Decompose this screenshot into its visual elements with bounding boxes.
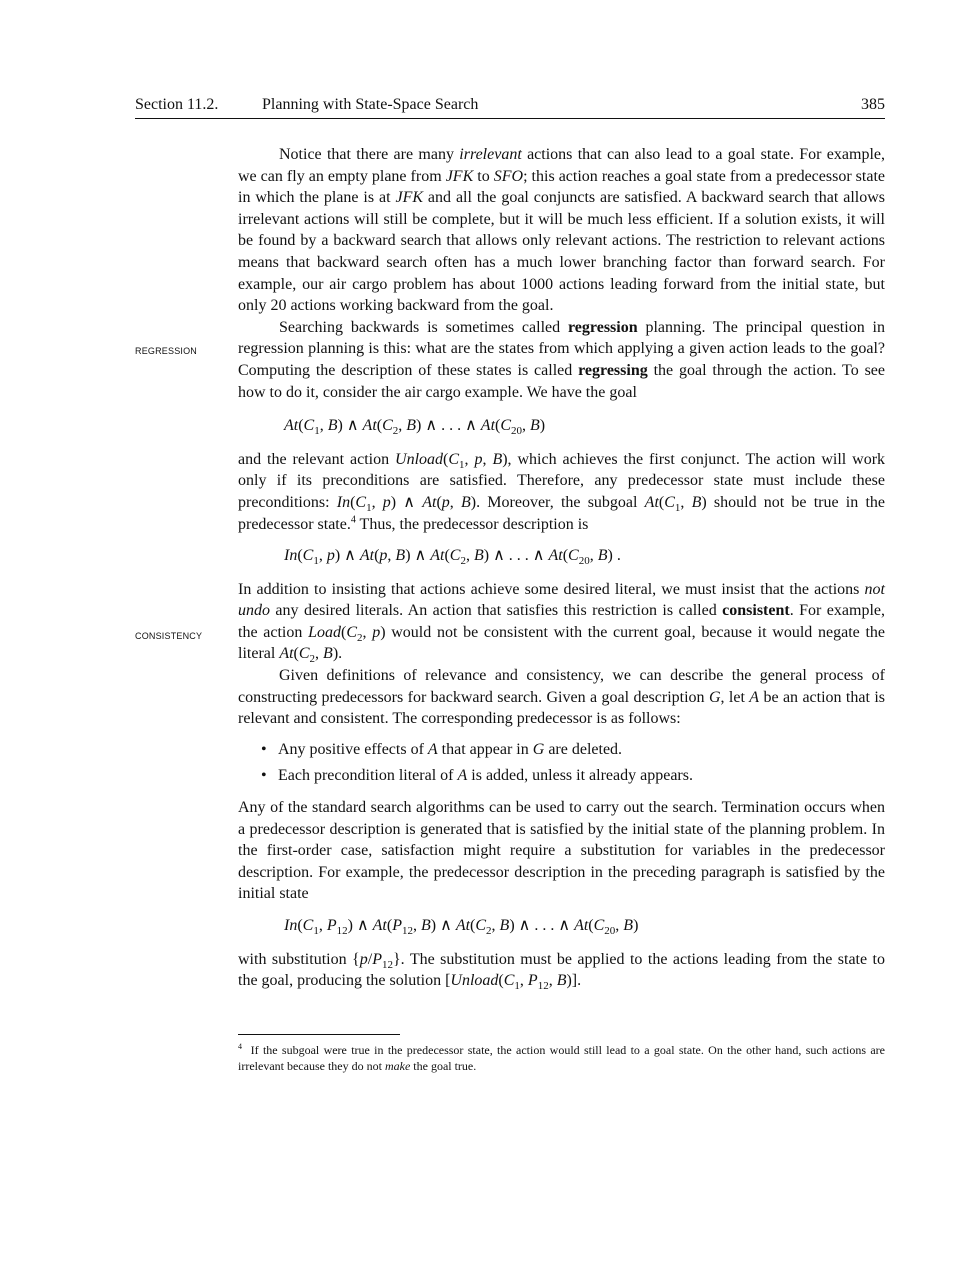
footnote: $^4$ If the subgoal were true in the predecessor state, the action would still lead to a goal state. On the other hand, such actions are irrelevant because they do not make the goal true. (238, 1042, 885, 1073)
paragraph-irrelevant-actions: Notice that there are many irrelevant actions that can also lead to a goal state. For example, we can fly an empty plane from JFK to SFO; this action reaches a goal state from a predecessor state in which the plane is at JFK and all the goal conjuncts are satisfied. A backward search that allows irrelevant actions will still be complete, but it will be much less efficient. If a solution exists, it will be found by a backward search that allows only relevant actions. The restriction to relevant actions means that backward search often has a much lower branching factor than forward search. For example, our air cargo problem has about 1000 actions leading forward from the initial state, but only 20 actions working backward from the goal. (238, 146, 885, 315)
equation-initial-state: $In(C_1$, $P_{12}$) ∧ $At(P_{12}$, B) ∧ $At(C_2$, B) ∧ . . . ∧ $At(C_{20}$, B) (284, 917, 639, 938)
list-item: • Each precondition literal of A is added, unless it already appears. (278, 765, 885, 787)
list-item: • Any positive effects of A that appear in G are deleted. (278, 739, 885, 761)
paragraph-regression: Searching backwards is sometimes called regression planning. The principal question in regression planning is this: what are the states from which applying a given action leads to the goal? Computing the description of these states is called regressing the goal through the action. To see how to do it, consider the air cargo example. We have the goal (238, 318, 886, 401)
paragraph-predecessor-process: Given definitions of relevance and consistency, we can describe the general process of constructing predecessors for backward search. Given a goal description G, let A be an action that is relevant and consistent. The corresponding predecessor is as follows: (238, 667, 885, 728)
equation-goal: $At(C_1$, B) ∧ $At(C_2$, B) ∧ . . . ∧ $At(C_{20}$, B) (284, 417, 546, 438)
margin-note-regression: REGRESSION (135, 346, 198, 356)
section-title: Planning with State-Space Search (262, 96, 479, 113)
margin-note-consistency: CONSISTENCY (135, 631, 203, 641)
paragraph-search-termination: Any of the standard search algorithms can be used to carry out the search. Termination occurs when a predecessor description is generated that is satisfied by the initial state of the planning problem. In the first-order case, satisfaction might require a substitution for variables in the predecessor description. For example, the predecessor description in the preceding paragraph is satisfied by the initial state (238, 799, 885, 903)
paragraph-substitution: with substitution $\{p/P_{12}\}$. The substitution must be applied to the actions leading from the state to the goal, producing the solution [$Unload(C_1$, $P_{12}$, B)]. (238, 950, 885, 993)
section-number: Section 11.2. (135, 96, 219, 113)
page-number: 385 (861, 96, 885, 113)
footnote-marker: 4 (350, 514, 356, 526)
main-text (238, 144, 885, 992)
paragraph-relevant-action: and the relevant action $Unload(C_1$, p, B), which achieves the first conjunct. The action will work only if its preconditions are satisfied. Therefore, any predecessor state must include these preconditions: $In(C_1$, p) ∧ At(p, B). Moreover, the subgoal $At(C_1$, B) should not be true in the predecessor state.$^4$ Thus, the predecessor description is (238, 450, 886, 533)
running-header (135, 94, 885, 119)
predecessor-rules-list (238, 739, 885, 787)
footnote-rule (238, 1034, 400, 1035)
paragraph-consistency: In addition to insisting that actions achieve some desired literal, we must insist that the actions not undo any desired literals. An action that satisfies this restriction is called consistent. For example, the action $Load(C_2$, p) would not be consistent with the current goal, because it would negate the literal $At(C_2$, B). (238, 580, 886, 666)
equation-predecessor: $In(C_1$, p) ∧ At(p, B) ∧ $At(C_2$, B) ∧ . . . ∧ $At(C_{20}$, B) . (284, 547, 621, 568)
